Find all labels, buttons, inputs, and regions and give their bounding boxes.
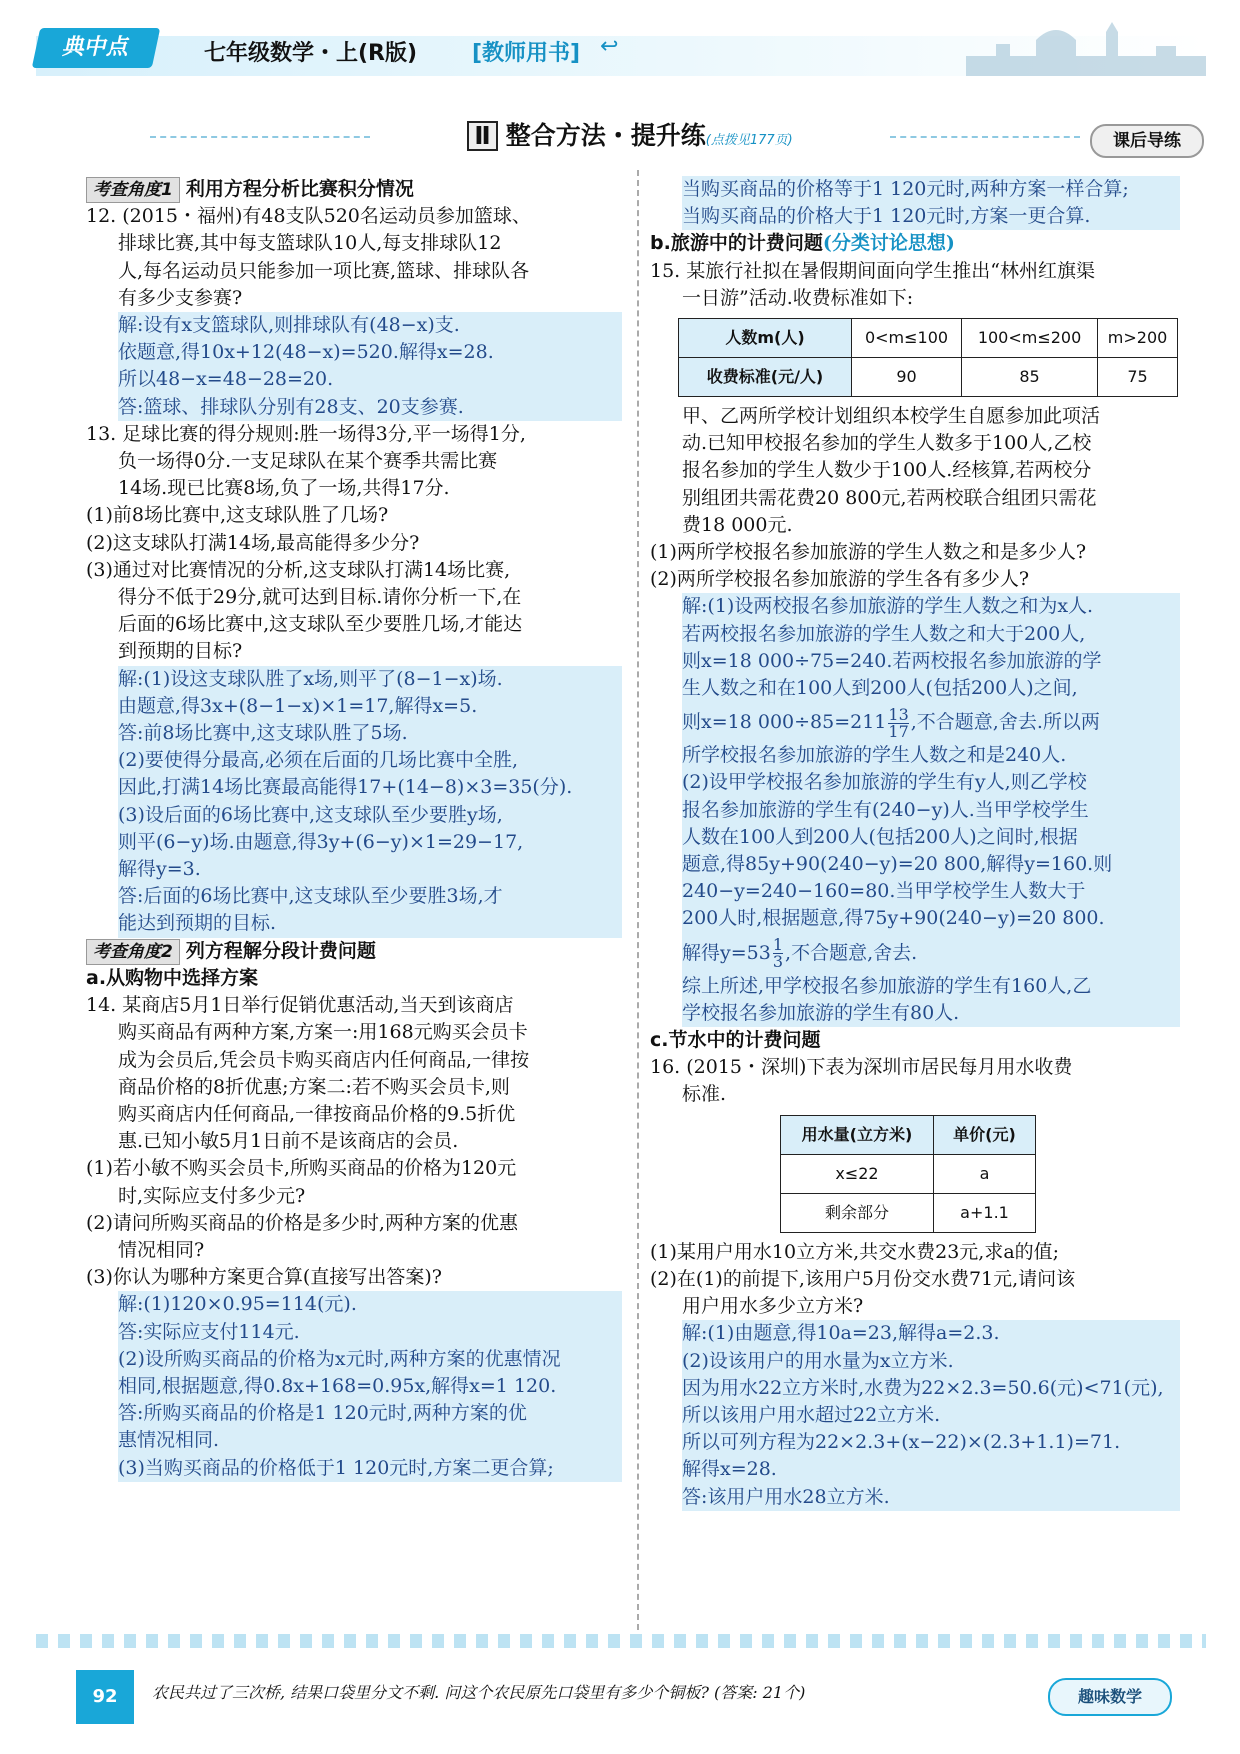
answer-line: 因此,打满14场比赛最高能得17+(14−8)×3=35(分). <box>118 776 573 799</box>
question-line: (1)两所学校报名参加旅游的学生人数之和是多少人? <box>650 541 1087 564</box>
answer-line: 解:设有x支篮球队,则排球队有(48−x)支. <box>118 314 460 337</box>
topic-tag: 考查角度2 <box>86 939 180 965</box>
right-column <box>650 176 1180 1511</box>
question-line: 购买商品有两种方案,方案一:用168元购买会员卡 <box>118 1021 528 1044</box>
question-13 <box>86 421 622 666</box>
answer-line: 所以48−x=48−28=20. <box>118 368 334 391</box>
question-15 <box>650 258 1180 312</box>
question-16-body <box>650 1239 1180 1321</box>
answer-line: (2)设甲学校报名参加旅游的学生有y人,则乙学校 <box>682 771 1087 794</box>
question-line: 别组团共需花费20 800元,若两校联合组团只需花 <box>682 486 1097 509</box>
answer-line: 依题意,得10x+12(48−x)=520.解得x=28. <box>118 341 494 364</box>
answer-text: 解得y=53 <box>682 941 771 964</box>
answer-text: ,不合题意,舍去. <box>785 941 918 964</box>
table-cell: m>200 <box>1098 319 1178 358</box>
table-row <box>679 358 1178 397</box>
answer-line: 综上所述,甲学校报名参加旅游的学生有160人,乙 <box>682 974 1092 997</box>
subtopic-a: a.从购物中选择方案 <box>86 966 259 989</box>
page-header <box>36 28 1206 76</box>
answer-16 <box>682 1320 1180 1510</box>
answer-line: 则平(6−y)场.由题意,得3y+(6−y)×1=29−17, <box>118 830 524 853</box>
answer-14 <box>118 1291 622 1481</box>
topic-tag: 考查角度1 <box>86 177 180 203</box>
answer-line: 答:该用户用水28立方米. <box>682 1485 890 1508</box>
answer-line: 所学校报名参加旅游的学生人数之和是240人. <box>682 744 1067 767</box>
dashed-line-right <box>890 136 1080 138</box>
question-line: 排球比赛,其中每支篮球队10人,每支排球队12 <box>118 232 502 255</box>
numerator: 1 <box>772 935 784 955</box>
question-line: 有多少支参赛? <box>118 286 243 309</box>
topic-1 <box>86 176 622 203</box>
question-line: (3)你认为哪种方案更合算(直接写出答案)? <box>86 1266 442 1289</box>
answer-line <box>682 933 1180 973</box>
table-cell: 人数m(人) <box>679 319 852 358</box>
answer-13 <box>118 666 622 938</box>
answer-line: 则x=18 000÷75=240.若两校报名参加旅游的学 <box>682 649 1102 672</box>
answer-line: (3)设后面的6场比赛中,这支球队至少要胜y场, <box>118 803 503 826</box>
answer-line: 报名参加旅游的学生有(240−y)人.当甲学校学生 <box>682 798 1089 821</box>
answer-line: 所以该用户用水超过22立方米. <box>682 1403 941 1426</box>
question-line: 动.已知甲校报名参加的学生人数多于100人,乙校 <box>682 432 1092 455</box>
brand-logo: 典中点 <box>32 28 161 68</box>
table-cell: 100<m≤200 <box>962 319 1098 358</box>
answer-line: 答:实际应支付114元. <box>118 1320 300 1343</box>
question-line: 到预期的目标? <box>118 640 243 663</box>
question-line: (3)通过对比赛情况的分析,这支球队打满14场比赛, <box>86 558 511 581</box>
question-line: 成为会员后,凭会员卡购买商店内任何商品,一律按 <box>118 1048 530 1071</box>
answer-line: 所以可列方程为22×2.3+(x−22)×(2.3+1.1)=71. <box>682 1431 1121 1454</box>
answer-line: 人数在100人到200人(包括200人)之间时,根据 <box>682 825 1078 848</box>
topic-title: 利用方程分析比赛积分情况 <box>185 178 414 200</box>
water-fee-table <box>780 1115 1036 1233</box>
table-cell: 剩余部分 <box>781 1193 934 1232</box>
table-cell: 用水量(立方米) <box>781 1115 934 1154</box>
answer-line: 200人时,根据题意,得75y+90(240−y)=20 800. <box>682 907 1105 930</box>
question-line: (1)前8场比赛中,这支球队胜了几场? <box>86 504 389 527</box>
answer-text: 则x=18 000÷85=211 <box>682 711 887 734</box>
subtopic-b-title: b.旅游中的计费问题 <box>650 232 823 255</box>
answer-12 <box>118 312 622 421</box>
page-footer <box>36 1634 1206 1724</box>
answer-line: 因为用水22立方米时,水费为22×2.3=50.6(元)<71(元), <box>682 1376 1164 1399</box>
answer-line: 答:篮球、排球队分别有28支、20支参赛. <box>118 395 464 418</box>
question-line: (1)某用户用水10立方米,共交水费23元,求a的值; <box>650 1240 1060 1263</box>
question-line: 15. 某旅行社拟在暑假期间面向学生推出“林州红旗渠 <box>650 259 1095 282</box>
after-class-badge: 课后导练 <box>1090 124 1204 158</box>
question-line: 商品价格的8折优惠;方案二:若不购买会员卡,则 <box>118 1075 510 1098</box>
table-cell: 收费标准(元/人) <box>679 358 852 397</box>
skyline-icon <box>966 16 1206 76</box>
answer-line: 解:(1)设这支球队胜了x场,则平了(8−1−x)场. <box>118 667 503 690</box>
question-line: (2)两所学校报名参加旅游的学生各有多少人? <box>650 568 1030 591</box>
question-line: 一日游”活动.收费标准如下: <box>682 286 914 309</box>
answer-line: 答:前8场比赛中,这支球队胜了5场. <box>118 722 408 745</box>
table-row <box>781 1193 1036 1232</box>
answer-line: 解:(1)120×0.95=114(元). <box>118 1293 357 1316</box>
left-column <box>86 176 622 1482</box>
table-cell: 90 <box>852 358 962 397</box>
column-divider <box>637 170 639 1630</box>
table-row <box>781 1154 1036 1193</box>
question-line: 13. 足球比赛的得分规则:胜一场得3分,平一场得1分, <box>86 422 526 445</box>
teacher-tag: [教师用书] <box>472 41 581 66</box>
question-line: 用户用水多少立方米? <box>682 1295 864 1318</box>
book-title: 七年级数学・上(R版) <box>204 41 418 66</box>
answer-line <box>682 702 1180 742</box>
answer-line: (2)要使得分最高,必须在后面的几场比赛中全胜, <box>118 749 518 772</box>
answer-line: 解得x=28. <box>682 1458 777 1481</box>
answer-line: 解得y=3. <box>118 858 201 881</box>
topic-title: 列方程解分段计费问题 <box>185 939 376 962</box>
subtopic-b <box>650 230 1180 257</box>
page-number: 92 <box>76 1670 134 1724</box>
answer-line: 由题意,得3x+(8−1−x)×1=17,解得x=5. <box>118 694 478 717</box>
table-cell: 0<m≤100 <box>852 319 962 358</box>
numerator: 13 <box>888 704 909 724</box>
question-line: 惠.已知小敏5月1日前不是该商店的会员. <box>118 1130 459 1153</box>
footer-riddle: 农民共过了三次桥, 结果口袋里分文不剩. 问这个农民原先口袋里有多少个铜板? (答案: 21个) <box>152 1683 806 1702</box>
fee-table <box>678 318 1178 397</box>
table-row <box>679 319 1178 358</box>
question-line: (2)请问所购买商品的价格是多少时,两种方案的优惠 <box>86 1211 518 1234</box>
answer-text: ,不合题意,舍去.所以两 <box>910 711 1100 734</box>
footer-wave <box>36 1634 1206 1648</box>
answer-line: (3)当购买商品的价格低于1 120元时,方案二更合算; <box>118 1456 554 1479</box>
answer-line: (2)设所购买商品的价格为x元时,两种方案的优惠情况 <box>118 1347 561 1370</box>
table-cell: 85 <box>962 358 1098 397</box>
question-14 <box>86 992 622 1291</box>
answer-line: 答:后面的6场比赛中,这支球队至少要胜3场,才 <box>118 885 503 908</box>
question-line: 14场.现已比赛8场,负了一场,共得17分. <box>118 477 450 500</box>
question-line: 时,实际应支付多少元? <box>118 1184 306 1207</box>
question-line: 购买商店内任何商品,一律按商品价格的9.5折优 <box>118 1102 516 1125</box>
answer-line: 相同,根据题意,得0.8x+168=0.95x,解得x=1 120. <box>118 1374 557 1397</box>
fraction <box>773 937 783 970</box>
section-number: Ⅱ <box>467 121 497 151</box>
return-arrow-icon: ↩ <box>600 34 619 59</box>
table-cell: 单价(元) <box>934 1115 1036 1154</box>
answer-line: 题意,得85y+90(240−y)=20 800,解得y=160.则 <box>682 853 1113 876</box>
answer-line: 学校报名参加旅游的学生有80人. <box>682 1001 960 1024</box>
section-title <box>380 118 880 154</box>
question-line: 甲、乙两所学校计划组织本校学生自愿参加此项活 <box>682 405 1101 428</box>
table-cell: a+1.1 <box>934 1193 1036 1232</box>
answer-line: 当购买商品的价格大于1 120元时,方案一更合算. <box>682 205 1091 228</box>
answer-14-cont <box>682 176 1180 230</box>
denominator: 17 <box>888 721 909 741</box>
answer-15 <box>682 593 1180 1027</box>
fraction <box>888 704 909 741</box>
answer-line: 惠情况相同. <box>118 1429 220 1452</box>
dashed-line-left <box>150 136 370 138</box>
answer-line: 能达到预期的目标. <box>118 912 277 935</box>
question-line: (2)这支球队打满14场,最高能得多少分? <box>86 531 420 554</box>
answer-line: 解:(1)由题意,得10a=23,解得a=2.3. <box>682 1322 1000 1345</box>
topic-2 <box>86 938 622 965</box>
question-line: 后面的6场比赛中,这支球队至少要胜几场,才能达 <box>118 613 523 636</box>
table-cell: 75 <box>1098 358 1178 397</box>
denominator: 3 <box>772 952 784 972</box>
question-16 <box>650 1054 1180 1108</box>
table-cell: a <box>934 1154 1036 1193</box>
question-line: 标准. <box>682 1083 727 1106</box>
question-line: 16. (2015・深圳)下表为深圳市居民每月用水收费 <box>650 1056 1073 1079</box>
answer-line: 当购买商品的价格等于1 120元时,两种方案一样合算; <box>682 178 1129 200</box>
table-cell: x≤22 <box>781 1154 934 1193</box>
table-row <box>781 1115 1036 1154</box>
question-line: 得分不低于29分,就可达到目标.请你分析一下,在 <box>118 586 522 609</box>
question-line: 费18 000元. <box>682 513 793 536</box>
question-line: (2)在(1)的前提下,该用户5月份交水费71元,请问该 <box>650 1267 1076 1290</box>
answer-line: 生人数之和在100人到200人(包括200人)之间, <box>682 677 1078 700</box>
answer-line: 240−y=240−160=80.当甲学校学生人数大于 <box>682 880 1086 903</box>
answer-line: 若两校报名参加旅游的学生人数之和大于200人, <box>682 622 1086 645</box>
question-line: 情况相同? <box>118 1238 205 1261</box>
question-line: 14. 某商店5月1日举行促销优惠活动,当天到该商店 <box>86 994 514 1017</box>
question-line: 负一场得0分.一支足球队在某个赛季共需比赛 <box>118 450 498 473</box>
question-line: (1)若小敏不购买会员卡,所购买商品的价格为120元 <box>86 1157 517 1180</box>
answer-line: 答:所购买商品的价格是1 120元时,两种方案的优 <box>118 1402 527 1425</box>
fun-math-badge: 趣味数学 <box>1048 1678 1172 1716</box>
question-line: 报名参加的学生人数少于100人.经核算,若两校分 <box>682 459 1092 482</box>
question-line: 12. (2015・福州)有48支队520名运动员参加篮球、 <box>86 205 531 228</box>
section-title-text: 整合方法・提升练 <box>505 121 706 150</box>
answer-line: 解:(1)设两校报名参加旅游的学生人数之和为x人. <box>682 595 1094 618</box>
subtopic-c: c.节水中的计费问题 <box>650 1029 821 1052</box>
question-15-body <box>650 403 1180 593</box>
section-ref: (点拨见177页) <box>705 133 793 148</box>
answer-line: (2)设该用户的用水量为x立方米. <box>682 1349 954 1372</box>
section-title-bar <box>150 118 1080 154</box>
subtopic-b-note: (分类讨论思想) <box>822 232 955 255</box>
question-12 <box>86 203 622 312</box>
question-line: 人,每名运动员只能参加一项比赛,篮球、排球队各 <box>118 259 530 282</box>
